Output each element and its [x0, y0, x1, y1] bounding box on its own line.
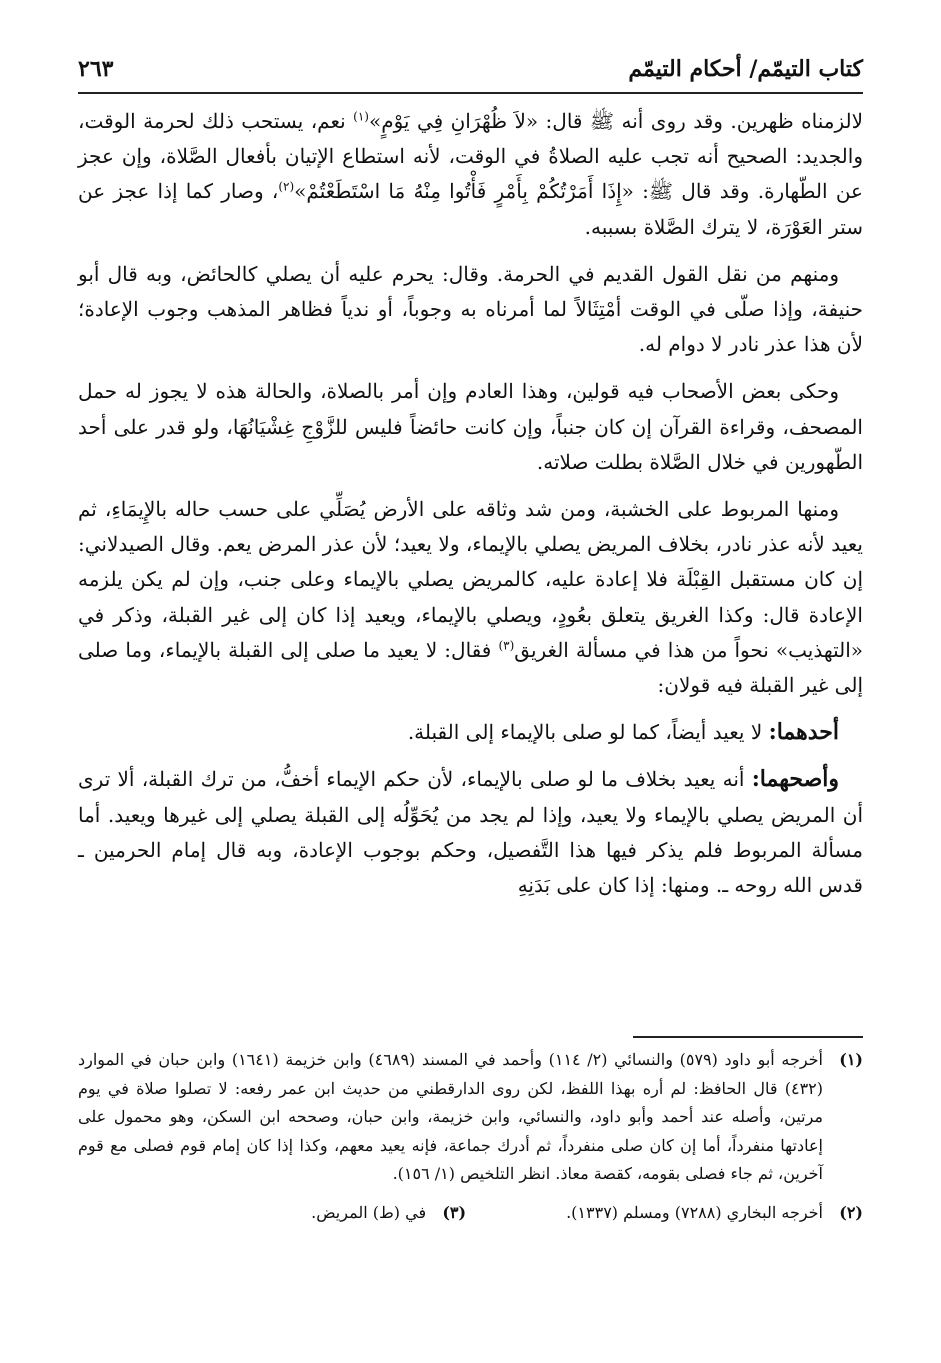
- paragraph-6: [78, 762, 863, 903]
- paragraph-1: [78, 104, 863, 245]
- footnote-2-number: (٢): [839, 1202, 863, 1222]
- main-text: [78, 104, 863, 915]
- paragraph-4-part-a: ومنها المربوط على الخشبة، ومن شد وثاقه على الأرض يُصَلِّي على حسب حاله بالإِيمَاءِ، ثم يعيد لأنه عذر نادر، بخلاف المريض يصلي بالإيماء، ولا يعيد؛ لأن عذر المرض يعم. وقال الصيدلاني: إن كان مستقبل القِبْلَة فلا إعادة عليه، كالمريض يصلي بالإيماء وعلى جنب، وإن لم يكن يلزمه الإعادة قال: وكذا الغريق يتعلق بعُودٍ، ويصلي بالإيماء، ويعيد إذا كان إلى غير القبلة، وذكر في «التهذيب» نحواً من هذا في مسألة الغريق: [78, 497, 864, 662]
- paragraph-5-text: لا يعيد أيضاً، كما لو صلى بالإيماء إلى القبلة.: [407, 720, 769, 745]
- paragraph-3: وحكى بعض الأصحاب فيه قولين، وهذا العادم وإن أمر بالصلاة، والحالة هذه لا يجوز له حمل المصحف، وقراءة القرآن إن كان جنباً، وإن كانت حائضاً فليس للزَّوْجِ غِشْيَانُهَا، ولو قدر على أحد الطّهورين في خلال الصَّلاة بطلت صلاته.: [78, 379, 863, 474]
- footnotes: [78, 1046, 863, 1227]
- footnote-2-text: أخرجه البخاري (٧٢٨٨) ومسلم (١٣٣٧).: [566, 1202, 823, 1222]
- paragraph-4: [78, 492, 863, 703]
- footnote-3: [311, 1199, 466, 1228]
- paragraph-6-text: أنه يعيد بخلاف ما لو صلى بالإيماء، لأن حكم الإيماء أخفُّ، من ترك القبلة، ألا ترى أن المريض يصلي بالإيماء ولا يعيد، وإذا لم يجد من يُحَوِّلُه إلى القبلة يصلي إلى غيرها ويعيد. أما مسألة المربوط فلم يذكر فيها هذا التَّفصيل، وحكم بوجوب الإعادة، وبه قال إمام الحرمين ـ قدس الله روحه ـ. ومنها: إذا كان على بَدَنِهِ: [78, 767, 864, 898]
- paragraph-1-part-b: نعم، يستحب ذلك لحرمة الوقت، والجديد: الصحيح أنه تجب عليه الصلاةُ في الوقت، لأنه استطاع الإتيان بأفعال الصَّلاة، وإن عجز عن الطّهارة. وقد قال ﷺ: «إِذَا أَمَرْتُكُمْ بِأَمْرٍ فَأْتُوا مِنْهُ مَا اسْتَطَعْتُمْ»: [78, 109, 863, 204]
- footnote-2: [566, 1199, 863, 1228]
- footnote-ref-3: (٣): [498, 638, 515, 653]
- footnote-1-number: (١): [839, 1050, 863, 1069]
- paragraph-5: [78, 715, 863, 750]
- page-header: [78, 52, 863, 94]
- paragraph-1-part-a: لالزمناه ظهرين. وقد روى أنه ﷺ قال: «لاَ ظُهْرَانِ فِي يَوْمٍ»: [368, 109, 863, 133]
- footnote-1: [78, 1046, 863, 1189]
- running-title: كتاب التيمّم/ أحكام التيمّم: [628, 56, 863, 82]
- paragraph-6-lead: وأصحهما:: [751, 766, 839, 793]
- footnote-1-text: أخرجه أبو داود (٥٧٩) والنسائي (٢/ ١١٤) وأحمد في المسند (٤٦٨٩) وابن خزيمة (١٦٤١) وابن حبان في الموارد (٤٣٢) قال الحافظ: لم أره بهذا اللفظ، لكن روى الدارقطني من حديث ابن عمر رفعه: لا تصلوا صلاة في يوم مرتين، وأصله عند أحمد وأبو داود، والنسائي، وابن خزيمة، وابن حبان، وصححه ابن السكن، وهو محمول على إعادتها منفرداً، أما إن كان صلى منفرداً، ثم أدرك جماعة، فإنه يعيد معهم، وكذا إذا كان إمام قوم فصلى مع قوم آخرين، ثم جاء فصلى بقومه، كقصة معاذ. انظر التلخيص (١/ ١٥٦).: [78, 1050, 824, 1183]
- page-number: ٢٦٣: [78, 56, 114, 82]
- footnote-ref-1: (١): [353, 109, 369, 124]
- paragraph-2: ومنهم من نقل القول القديم في الحرمة. وقال: يحرم عليه أن يصلي كالحائض، وبه قال أبو حنيفة، وإذا صلّى في الوقت أمْتِثَالاً لما أمرناه به وجوباً، أو ندياً فظاهر المذهب وجوب الإعادة؛ لأن هذا عذر نادر لا دوام له.: [78, 261, 863, 357]
- paragraph-1-part-c: ، وصار كما إذا عجز عن ستر العَوْرَة، لا يترك الصَّلاة بسببه.: [78, 179, 863, 239]
- paragraph-4-part-b: فقال: لا يعيد ما صلى إلى القبلة بالإيماء، وما صلى إلى غير القبلة فيه قولان:: [78, 637, 863, 698]
- footnote-3-number: (٣): [442, 1202, 467, 1222]
- footnote-divider: [633, 1036, 863, 1038]
- footnote-3-text: في (ط) المريض.: [311, 1202, 427, 1222]
- paragraph-5-lead: أحدهما:: [768, 719, 839, 746]
- footnote-row: [78, 1199, 863, 1228]
- footnote-ref-2: (٢): [278, 179, 295, 194]
